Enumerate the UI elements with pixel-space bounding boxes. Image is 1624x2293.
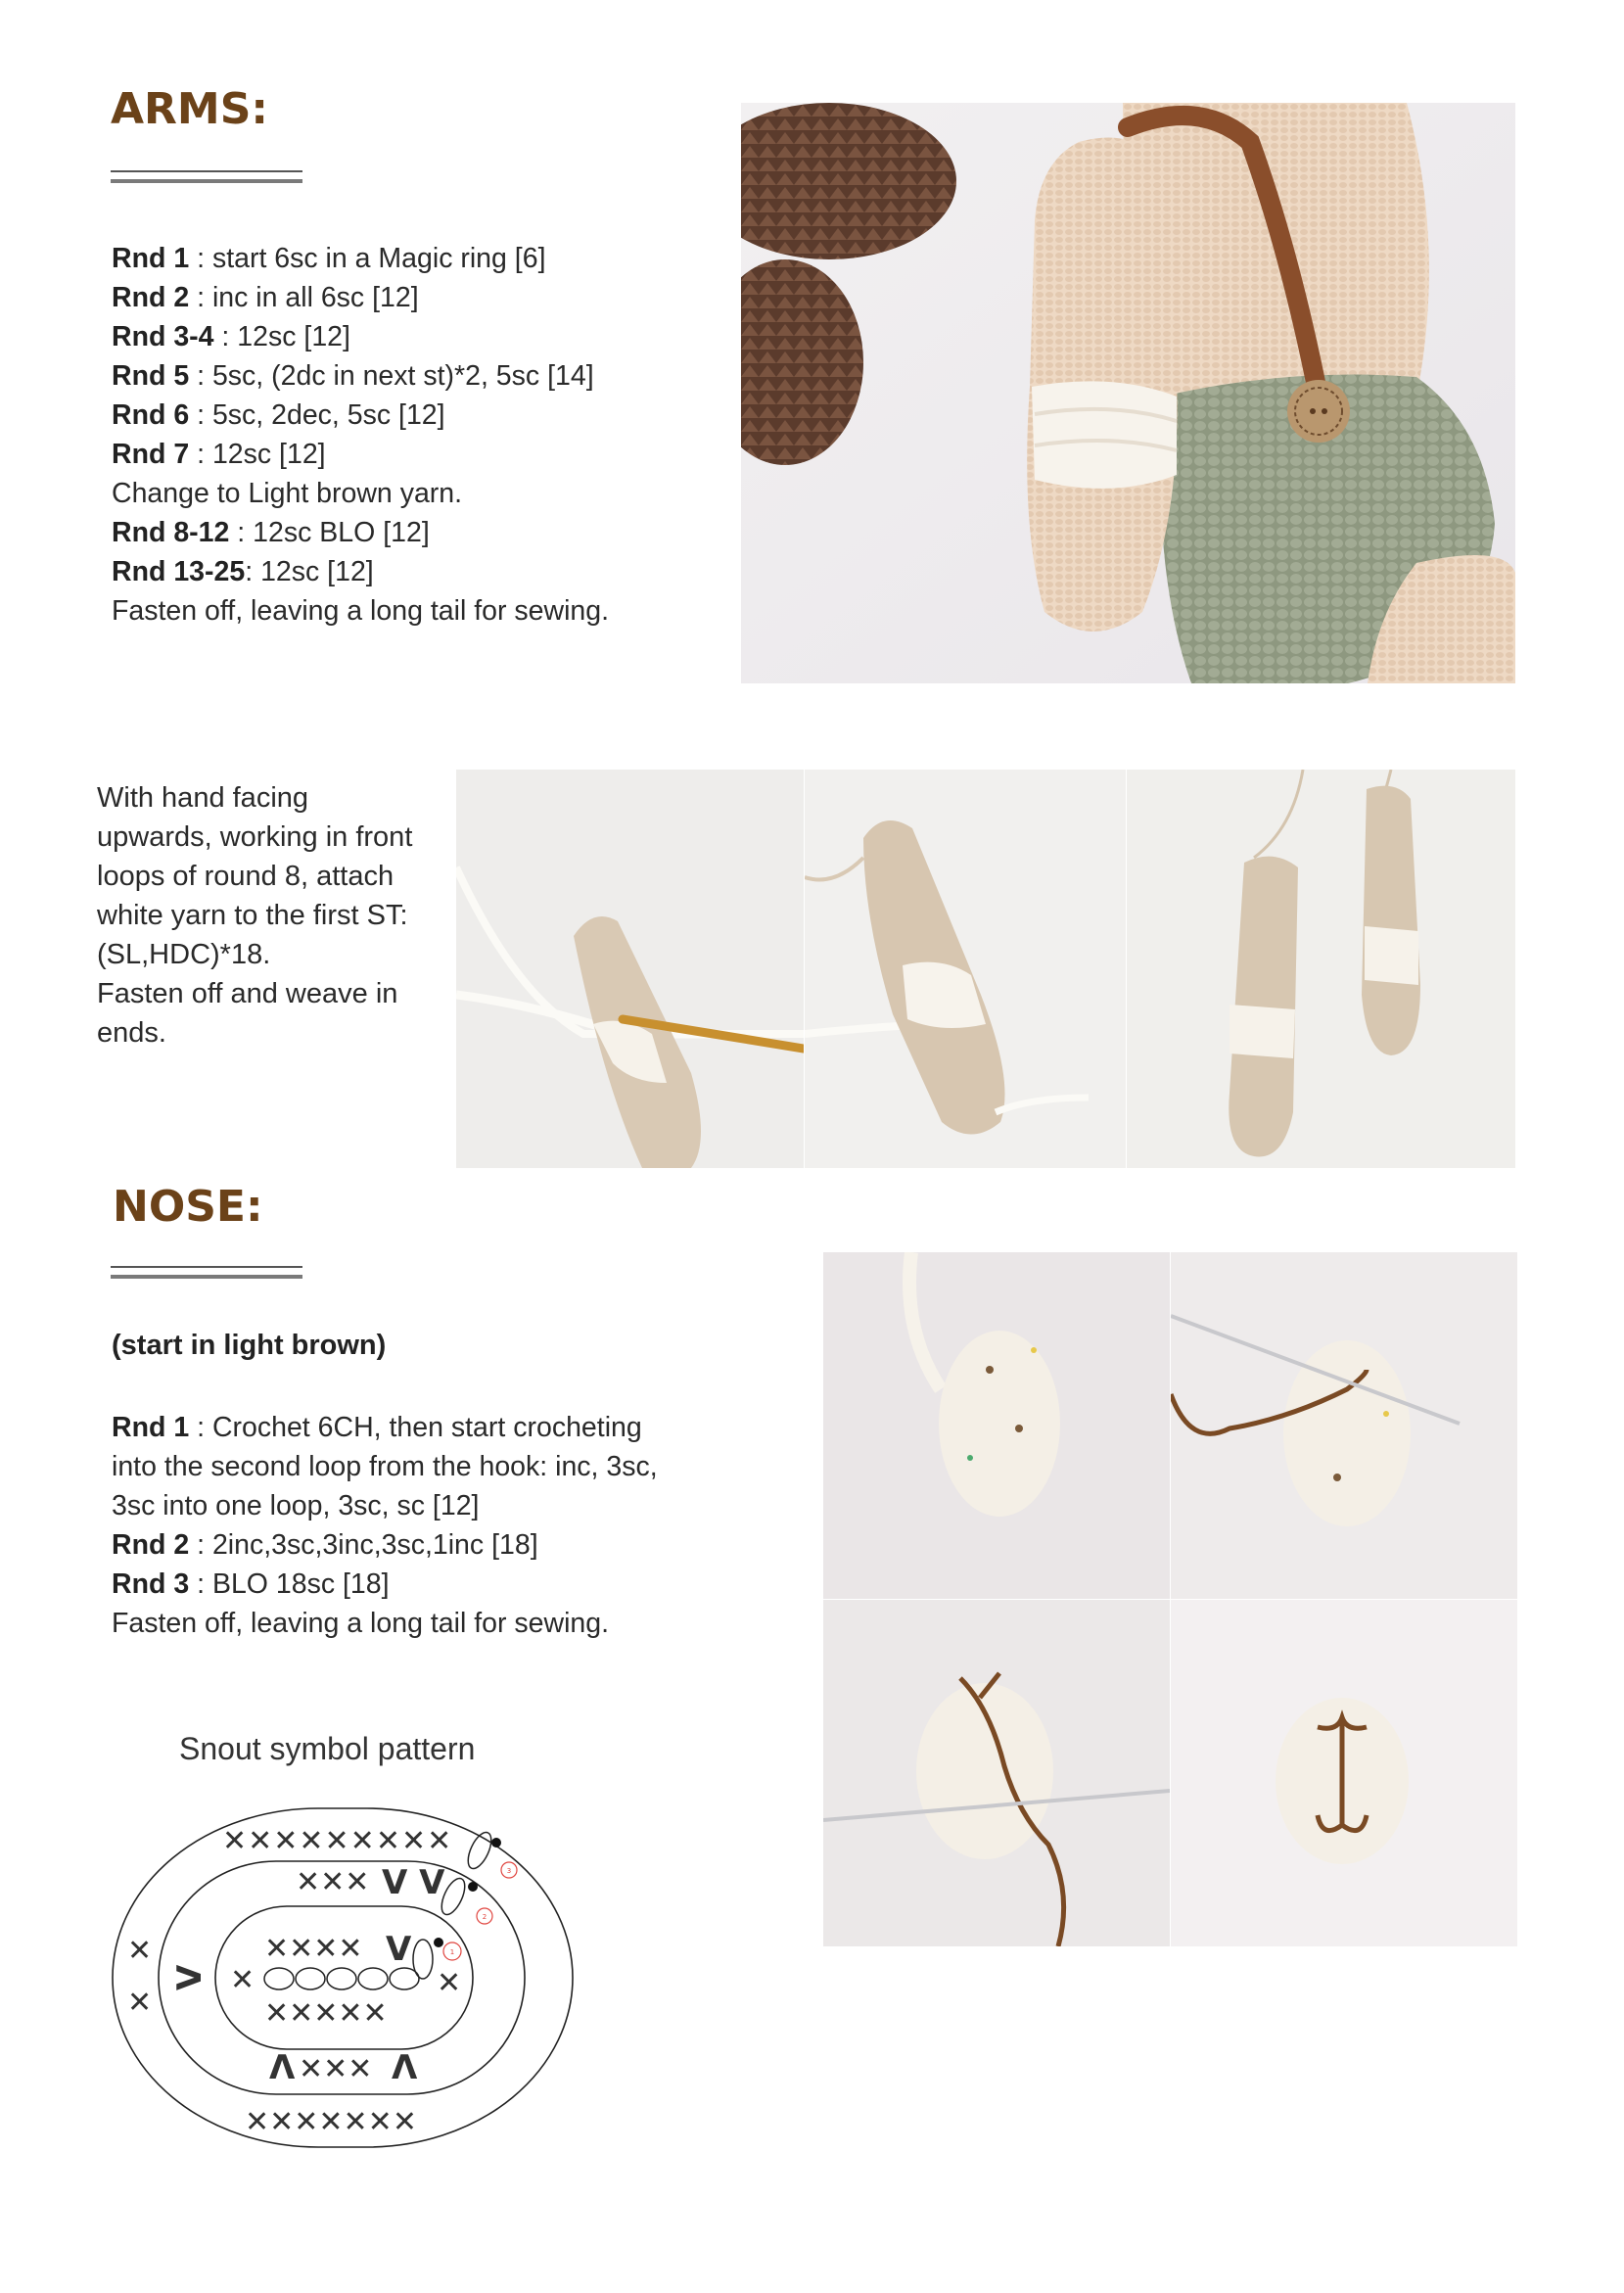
arms-round-line: Rnd 7 : 12sc [12]: [112, 439, 326, 470]
arms-round-line: Rnd 5 : 5sc, (2dc in next st)*2, 5sc [14]: [112, 360, 594, 392]
svg-text:✕: ✕: [127, 1986, 153, 2020]
arms-heading-divider: [111, 170, 302, 183]
svg-text:V: V: [386, 1930, 412, 1969]
arms-round-line: Change to Light brown yarn.: [112, 478, 463, 509]
svg-text:Λ: Λ: [269, 2048, 296, 2087]
svg-text:V: V: [170, 1964, 209, 1990]
arm-cuff-step-2-photo: [805, 770, 1126, 1168]
arm-cuff-instructions: With hand facing upwards, working in front loops of round 8, attach white yarn to the first ST: (SL,HDC)*18. Fasten off and weave in ends.: [97, 782, 413, 1049]
arms-round-line: Rnd 2 : inc in all 6sc [12]: [112, 282, 419, 313]
nose-step-3-photo: [823, 1600, 1170, 1946]
svg-text:✕: ✕: [437, 1966, 462, 2000]
svg-text:✕: ✕: [127, 1934, 153, 1968]
round-marker-3: 3: [506, 1867, 512, 1875]
svg-text:✕: ✕: [230, 1963, 255, 1997]
round-marker-1: 1: [449, 1948, 455, 1956]
snout-symbol-diagram: [108, 1802, 578, 2154]
arms-round-line: Rnd 13-25: 12sc [12]: [112, 556, 374, 587]
arms-rounds-list: [112, 239, 609, 631]
round-marker-2: 2: [482, 1913, 487, 1921]
arm-cuff-step-3-photo: [1127, 770, 1515, 1168]
arms-round-line: Rnd 3-4 : 12sc [12]: [112, 321, 350, 352]
round1-bottom-stitches: ✕✕✕✕✕: [264, 1996, 388, 2031]
nose-heading: NOSE:: [113, 1182, 263, 1232]
arms-round-line: Rnd 1 : start 6sc in a Magic ring [6]: [112, 243, 546, 274]
round3-top-stitches: ✕✕✕✕✕✕✕✕✕: [222, 1824, 453, 1858]
round2-top-stitches: ✕✕✕: [296, 1865, 370, 1899]
arms-round-line: Rnd 6 : 5sc, 2dec, 5sc [12]: [112, 399, 445, 431]
round1-top-stitches: ✕✕✕✕: [264, 1932, 363, 1966]
nose-start-note: (start in light brown): [112, 1330, 387, 1361]
arms-heading: ARMS:: [111, 84, 269, 134]
nose-step-1-photo: [823, 1252, 1170, 1599]
nose-step-2-photo: [1171, 1252, 1517, 1599]
nose-heading-divider: [111, 1266, 302, 1279]
arms-round-line: Fasten off, leaving a long tail for sewing.: [112, 595, 610, 627]
nose-round-line: Fasten off, leaving a long tail for sewing.: [112, 1608, 610, 1639]
nose-step-4-photo: [1171, 1600, 1517, 1946]
nose-round-line: Rnd 3 : BLO 18sc [18]: [112, 1568, 390, 1600]
nose-rounds-list: [112, 1408, 658, 1643]
arm-finished-photo: [741, 103, 1515, 683]
nose-round-line: 3sc into one loop, 3sc, sc [12]: [112, 1490, 480, 1521]
round3-bottom-stitches: ✕✕✕✕✕✕✕: [245, 2105, 417, 2139]
svg-text:Λ: Λ: [392, 2048, 418, 2087]
nose-round-line: Rnd 2 : 2inc,3sc,3inc,3sc,1inc [18]: [112, 1529, 538, 1561]
arms-round-line: Rnd 8-12 : 12sc BLO [12]: [112, 517, 430, 548]
svg-text:V V: V V: [382, 1863, 445, 1902]
nose-round-line: Rnd 1 : Crochet 6CH, then start crocheting: [112, 1412, 642, 1443]
nose-round-line: into the second loop from the hook: inc, 3sc,: [112, 1451, 658, 1482]
arm-cuff-step-1-photo: [456, 770, 804, 1168]
round2-bottom-stitches: ✕✕✕: [299, 2052, 373, 2086]
snout-diagram-title: Snout symbol pattern: [179, 1731, 476, 1766]
